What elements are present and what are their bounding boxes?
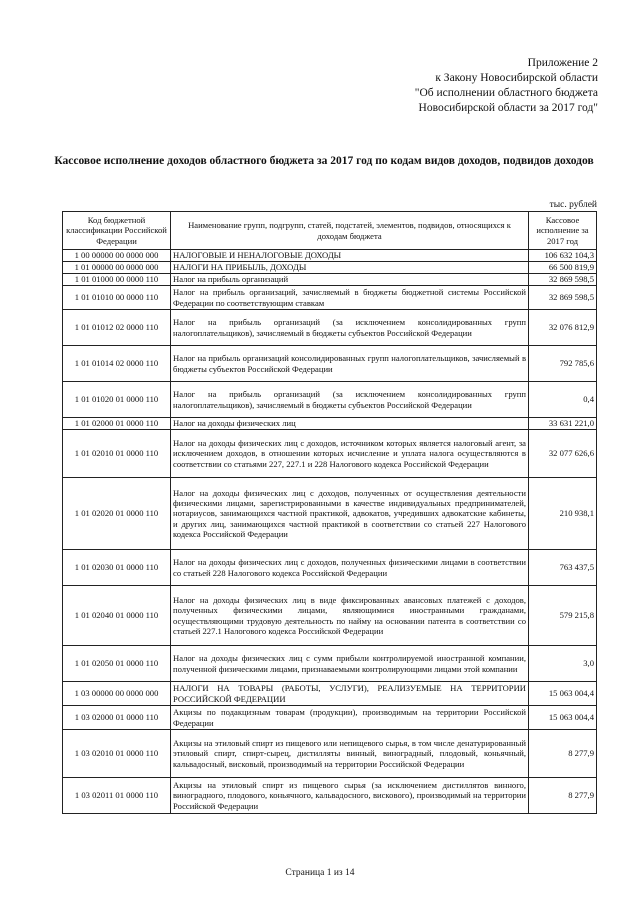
row-name: Налог на доходы физических лиц с доходов, полученных от осуществления деятельности физическими лицами, зарегистрированными в качестве индивидуальных предпринимателей, нотариусов, занимающихся частной практикой, адвокатов, учредивших адвокатские кабинеты, и других лиц, занимающихся частной практикой в соответствии со статьей 227 Налогового кодекса Российской Федерации <box>171 478 529 550</box>
table-row <box>63 730 597 778</box>
appendix-line: к Закону Новосибирской области <box>435 72 598 84</box>
row-code: 1 01 02000 01 0000 110 <box>63 418 171 430</box>
row-name: Налог на прибыль организаций <box>171 274 529 286</box>
table-row <box>63 586 597 646</box>
row-name: Налог на доходы физических лиц с сумм прибыли контролируемой иностранной компании, полученной физическими лицами, признаваемыми контролирующими лицами этой компании <box>171 646 529 682</box>
row-code: 1 03 00000 00 0000 000 <box>63 682 171 706</box>
appendix-header <box>298 56 598 116</box>
row-code: 1 03 02010 01 0000 110 <box>63 730 171 778</box>
document-title: Кассовое исполнение доходов областного бюджета за 2017 год по кодам видов доходов, подвидов доходов <box>54 155 594 167</box>
row-name: Налог на прибыль организаций (за исключением консолидированных групп налогоплательщиков), зачисляемый в бюджеты субъектов Российской Федерации <box>171 382 529 418</box>
row-code: 1 01 02030 01 0000 110 <box>63 550 171 586</box>
table-header-row <box>63 212 597 250</box>
table-row <box>63 310 597 346</box>
row-amount: 106 632 104,3 <box>529 250 597 262</box>
row-amount: 15 063 004,4 <box>529 682 597 706</box>
header-amount: Кассовое исполнение за 2017 год <box>529 212 597 250</box>
row-amount: 33 631 221,0 <box>529 418 597 430</box>
row-amount: 3,0 <box>529 646 597 682</box>
row-amount: 32 869 598,5 <box>529 286 597 310</box>
table-row <box>63 550 597 586</box>
row-name: Налог на доходы физических лиц <box>171 418 529 430</box>
row-name: НАЛОГИ НА ТОВАРЫ (РАБОТЫ, УСЛУГИ), РЕАЛИЗУЕМЫЕ НА ТЕРРИТОРИИ РОССИЙСКОЙ ФЕДЕРАЦИИ <box>171 682 529 706</box>
row-name: Налог на доходы физических лиц в виде фиксированных авансовых платежей с доходов, полученных физическими лицами, являющимися иностранными гражданами, осуществляющими трудовую деятельность по найму на основании патента в соответствии со статьей 227.1 Налогового кодекса Российской Федерации <box>171 586 529 646</box>
row-code: 1 03 02000 01 0000 110 <box>63 706 171 730</box>
row-amount: 0,4 <box>529 382 597 418</box>
table-row <box>63 478 597 550</box>
row-amount: 8 277,9 <box>529 778 597 814</box>
row-name: Акцизы по подакцизным товарам (продукции), производимым на территории Российской Федерации <box>171 706 529 730</box>
row-name: Налог на прибыль организаций, зачисляемый в бюджеты бюджетной системы Российской Федерации по соответствующим ставкам <box>171 286 529 310</box>
row-amount: 32 077 626,6 <box>529 430 597 478</box>
row-code: 1 01 02040 01 0000 110 <box>63 586 171 646</box>
row-amount: 210 938,1 <box>529 478 597 550</box>
table-row <box>63 646 597 682</box>
row-amount: 32 076 812,9 <box>529 310 597 346</box>
table-row <box>63 286 597 310</box>
table-row <box>63 382 597 418</box>
row-name: Акцизы на этиловый спирт из пищевого сырья (за исключением дистиллятов винного, виноградного, плодового, коньячного, кальвадосного, вискового), производимый на территории Российской Федерации <box>171 778 529 814</box>
header-code: Код бюджетной классификации Российской Федерации <box>63 212 171 250</box>
row-name: НАЛОГОВЫЕ И НЕНАЛОГОВЫЕ ДОХОДЫ <box>171 250 529 262</box>
appendix-line: Новосибирской области за 2017 год" <box>418 102 598 114</box>
appendix-line: "Об исполнении областного бюджета <box>414 87 598 99</box>
row-code: 1 01 02020 01 0000 110 <box>63 478 171 550</box>
table-row <box>63 430 597 478</box>
table-row <box>63 262 597 274</box>
appendix-line: Приложение 2 <box>527 57 598 69</box>
row-amount: 66 500 819,9 <box>529 262 597 274</box>
row-name: НАЛОГИ НА ПРИБЫЛЬ, ДОХОДЫ <box>171 262 529 274</box>
row-code: 1 01 01000 00 0000 110 <box>63 274 171 286</box>
table-row <box>63 418 597 430</box>
table-row <box>63 682 597 706</box>
row-amount: 579 215,8 <box>529 586 597 646</box>
row-amount: 792 785,6 <box>529 346 597 382</box>
row-name: Акцизы на этиловый спирт из пищевого или непищевого сырья, в том числе денатурированный этиловый спирт, спирт-сырец, дистилляты винный, виноградный, плодовый, коньячный, кальвадосный, висковый, производимый на территории Российской Федерации <box>171 730 529 778</box>
row-code: 1 01 02050 01 0000 110 <box>63 646 171 682</box>
row-code: 1 01 02010 01 0000 110 <box>63 430 171 478</box>
row-name: Налог на доходы физических лиц с доходов, полученных физическими лицами в соответствии со статьей 228 Налогового кодекса Российской Федерации <box>171 550 529 586</box>
table-row <box>63 706 597 730</box>
row-code: 1 01 01020 01 0000 110 <box>63 382 171 418</box>
row-amount: 8 277,9 <box>529 730 597 778</box>
row-name: Налог на прибыль организаций (за исключением консолидированных групп налогоплательщиков), зачисляемый в бюджеты субъектов Российской Федерации <box>171 310 529 346</box>
page-footer: Страница 1 из 14 <box>285 868 355 878</box>
row-amount: 763 437,5 <box>529 550 597 586</box>
table-row <box>63 274 597 286</box>
row-code: 1 00 00000 00 0000 000 <box>63 250 171 262</box>
row-code: 1 01 01014 02 0000 110 <box>63 346 171 382</box>
row-code: 1 01 00000 00 0000 000 <box>63 262 171 274</box>
table-row <box>63 250 597 262</box>
table-row <box>63 778 597 814</box>
table-row <box>63 346 597 382</box>
row-name: Налог на прибыль организаций консолидированных групп налогоплательщиков, зачисляемый в бюджеты субъектов Российской Федерации <box>171 346 529 382</box>
row-code: 1 03 02011 01 0000 110 <box>63 778 171 814</box>
row-amount: 15 063 004,4 <box>529 706 597 730</box>
row-code: 1 01 01010 00 0000 110 <box>63 286 171 310</box>
row-name: Налог на доходы физических лиц с доходов, источником которых является налоговый агент, за исключением доходов, в отношении которых исчисление и уплата налога осуществляются в соответствии со статьями 227, 227.1 и 228 Налогового кодекса Российской Федерации <box>171 430 529 478</box>
header-name: Наименование групп, подгрупп, статей, подстатей, элементов, подвидов, относящихся к доходам бюджета <box>171 212 529 250</box>
units-label: тыс. рублей <box>549 200 597 210</box>
row-amount: 32 869 598,5 <box>529 274 597 286</box>
revenue-table <box>62 211 597 814</box>
row-code: 1 01 01012 02 0000 110 <box>63 310 171 346</box>
